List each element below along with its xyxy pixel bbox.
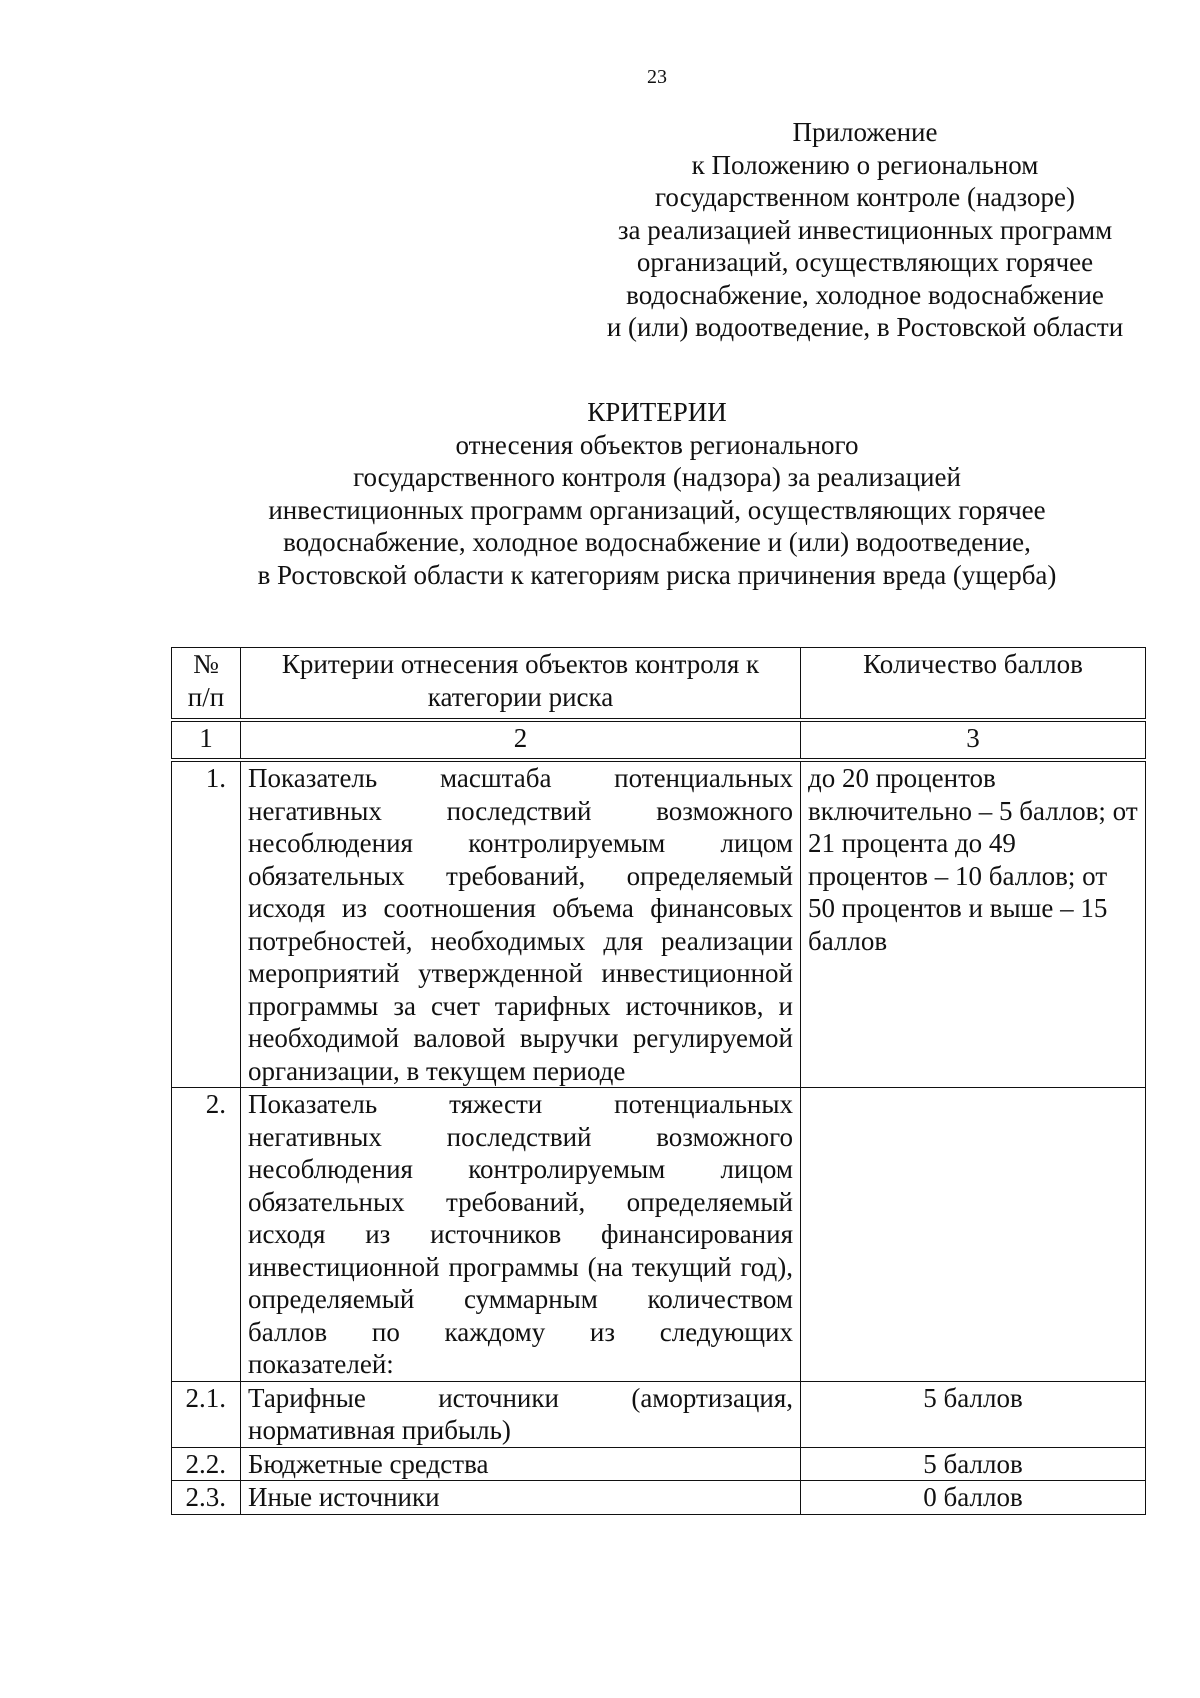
table-row <box>172 1481 1146 1515</box>
row-number: 2.2. <box>172 1447 241 1481</box>
row-points: 5 баллов <box>801 1447 1146 1481</box>
column-number: 3 <box>801 720 1146 760</box>
appendix-line: за реализацией инвестиционных программ <box>617 214 1113 245</box>
appendix-line: и (или) водоотведение, в Ростовской области <box>606 312 1124 342</box>
criteria-table <box>171 647 1146 1515</box>
appendix-line: Приложение <box>792 117 938 147</box>
row-criterion: Иные источники <box>241 1481 801 1515</box>
document-subtitle-line: отнесения объектов регионального <box>455 429 859 460</box>
header-points: Количество баллов <box>801 648 1146 721</box>
row-criterion: Бюджетные средства <box>241 1447 801 1481</box>
appendix-line: к Положению о региональном <box>691 149 1039 180</box>
row-points: 5 баллов <box>801 1381 1146 1447</box>
page-number: 23 <box>647 66 667 88</box>
row-points: 0 баллов <box>801 1481 1146 1515</box>
appendix-line: водоснабжение, холодное водоснабжение <box>626 279 1104 310</box>
document-subtitle-line: государственного контроля (надзора) за реализацией <box>353 462 961 492</box>
table-row <box>172 760 1146 1088</box>
row-points: до 20 процентов включительно – 5 баллов; от 21 процента до 49 процентов – 10 баллов; от 50 процентов и выше – 15 баллов <box>801 760 1146 1088</box>
row-points <box>801 1088 1146 1382</box>
column-number: 1 <box>172 720 241 760</box>
appendix-line: государственном контроле (надзоре) <box>655 182 1075 212</box>
row-criterion: Тарифные источники (амортизация, нормативная прибыль) <box>241 1381 801 1447</box>
row-number: 2.1. <box>172 1381 241 1447</box>
document-subtitle-line: инвестиционных программ организаций, осуществляющих горячее <box>268 494 1046 525</box>
table-row <box>172 1088 1146 1382</box>
table-header-row <box>172 648 1146 721</box>
row-criterion: Показатель тяжести потенциальных негативных последствий возможного несоблюдения контролируемым лицом обязательных требований, определяемый исходя из источников финансирования инвестиционной программы (на текущий год), определяемый суммарным количеством баллов по каждому из следующих показателей: <box>241 1088 801 1382</box>
row-number: 1. <box>172 760 241 1088</box>
document-title: КРИТЕРИИ <box>587 397 727 427</box>
document-subtitle-line: в Ростовской области к категориям риска причинения вреда (ущерба) <box>257 559 1057 590</box>
appendix-reference <box>565 116 1165 344</box>
table-row <box>172 1381 1146 1447</box>
header-criteria: Критерии отнесения объектов контроля к категории риска <box>241 648 801 721</box>
document-subtitle-line: водоснабжение, холодное водоснабжение и (или) водоотведение, <box>283 527 1031 557</box>
column-number: 2 <box>241 720 801 760</box>
table-row <box>172 1447 1146 1481</box>
row-number: 2.3. <box>172 1481 241 1515</box>
header-number: № п/п <box>172 648 241 721</box>
column-number-row <box>172 720 1146 760</box>
document-heading <box>0 396 1200 591</box>
row-number: 2. <box>172 1088 241 1382</box>
appendix-line: организаций, осуществляющих горячее <box>636 247 1094 277</box>
row-criterion: Показатель масштаба потенциальных негативных последствий возможного несоблюдения контролируемым лицом обязательных требований, определяемый исходя из соотношения объема финансовых потребностей, необходимых для реализации мероприятий утвержденной инвестиционной программы за счет тарифных источников, и необходимой валовой выручки регулируемой организации, в текущем периоде <box>241 760 801 1088</box>
